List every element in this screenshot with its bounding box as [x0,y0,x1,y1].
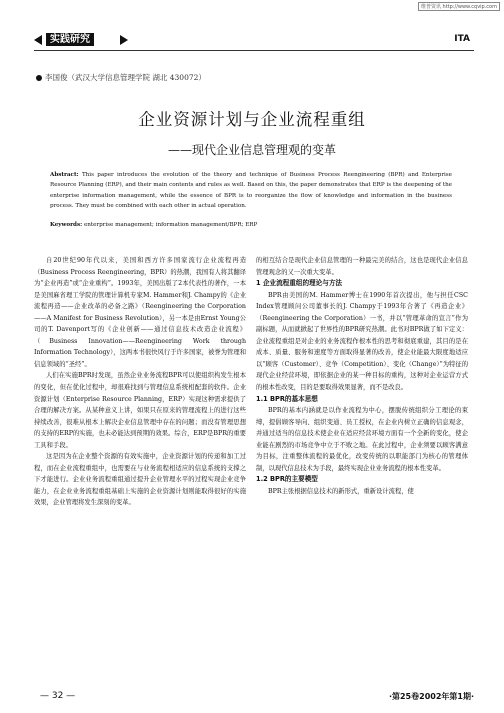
keywords-text: enterprise management; information management/BPR; ERP [82,222,258,228]
abstract-text: This paper introduces the evolution of the theory and technique of Business Process Reengineering (BPR) and Enterprise Resource Planning (ERP), and their main contents and rules as well. Based on this, the paper demonstrates that ERP is the deepening of the enterprise information management, while the essence of BPR is to reorganize the flow of knowledge and information in the business process. They must be combined with each other in actual operation. [50,172,452,209]
article-title: 企业资源计划与企业流程重组 [138,110,366,129]
paragraph: 的相互结合是现代企业信息管理的一种最完美的结合，这也是现代企业信息管理观念的又一次重大变革。 [256,257,468,276]
paragraph: BPR主张根据信息技术的新形式，重新设计流程，使 [268,487,414,495]
header-rule [34,50,474,51]
article-subtitle: ——现代企业信息管理观的变革 [167,143,336,157]
journal-name: ITA [454,34,470,44]
journal-header [34,34,474,48]
keywords [50,222,452,228]
abstract [50,170,452,211]
right-arrow-icon [120,35,128,45]
keywords-label: Keywords: [50,222,83,228]
right-column [256,255,468,497]
paragraph: 这是因为在企业整个资源的有效实施中，企业资源计划的传递和加工过程，而在企业流程重组中，也需要在与业务流程相适应的信息系统的支撑之下才能进行。企业业务流程重组通过提升企业管理水平的过程实现企业竞争能力，在企业业务流程重组基础上实施的企业资源计划则能取得很好的实施效果，企业管理将发生深刻的变革。 [34,453,246,507]
paragraph: BPR的基本内涵就是以作业流程为中心，摆脱传统组织分工理论的束缚，提倡顾客导向、组织变通、员工授权，在企业内树立正确的信息观念，并通过适当的信息技术使企业在适应经营环境方面有一个全新的变化，使企业能在剧烈的市场竞争中立于不败之地。在此过程中，企业须要以顾客满意为目标，注重整体流程的最优化，改变传统的以职能部门为核心的管理体制，以现代信息技术为手段，最终实现企业业务流程的根本性变革。 [256,407,468,472]
issue-info: ·第25卷2002年第1期· [388,692,474,701]
column-title: 实践研究 [46,33,94,46]
section-heading: 1.2 BPR的主要模型 [256,475,318,484]
section-heading: 1 企业流程重组的理论与方法 [256,279,343,288]
author-text: 李国俊（武汉大学信息管理学院 湖北 430072） [45,73,206,82]
bullet-icon [36,75,42,81]
author-line [36,72,206,83]
watermark: 维普资讯 http://www.cqvip.com [418,2,500,11]
paragraph: 人们在实施BPR时发现，虽然企业业务流程BPR可以使组织构发生根本的变化，但在优化过程中，却很难找到与管理信息系统相配套的软件。企业资源计划（Enterprise Resource Planning，ERP）实现这种需求提供了合理的解决方案。从某种意义上讲，如果只在原来的管理流程上的进行这些持续改善，很难从根本上解决企业信息管理中存在的问题；而没有管理思想的支持的ERP的实施，也未必能达到预期的效果。综合，ERP是BPR的重要工具和手段。 [34,372,246,449]
abstract-label: Abstract: [50,172,79,178]
paragraph: 自20世纪90年代以来，美国和西方许多国家流行企业流程再造（Business Process Reengineering，BPR）的热潮，我国有人将其翻译为“企业再造”或“企业重构”。1993年，美国出版了2本代表性的著作，一本是美国麻省理工学院的管理计算机专家M. Hammer和J. Champy的《企业流程再造——企业改革的必备之路》（Reengineering the Corporation——A Manifest for Business Revolution），另一本是由Ernst Young公司的T. Davenport写的《企业创新——通过信息技术改造企业流程》（Business Innovation——Reengineering Work through Information Technology），这两本书很快风行于许多国家，被誉为管理和信息领域的“圣经”。 [34,257,246,368]
left-arrow-icon [34,35,42,45]
left-column [34,255,246,509]
page-number: — 32 — [40,691,76,701]
paragraph: BPR由美国的M. Hammer博士在1990年首次提出，他与担任CSC Index管理顾问公司董事长的J. Champy于1993年合著了《再造企业》（Reengineering the Corporation）一书，并以“管理革命的宣言”作为副标题，从而就掀起了世界性的BPR研究热潮。此书对BPR做了如下定义：企业流程重组是对企业的业务流程作根本性的思考和彻底重建，其目的是在成本、质量、服务和速度等方面取得显著的改善，使企业能最大限度地适应以“顾客（Customer）、竞争（Competition）、变化（Change）”为特征的现代企业经营环境，即依据企业的某一种目标的重构，这种对企业运营方式的根本性改变，目的是要取得效果显著，而不是改良。 [256,291,468,392]
section-heading: 1.1 BPR的基本思想 [256,394,318,403]
